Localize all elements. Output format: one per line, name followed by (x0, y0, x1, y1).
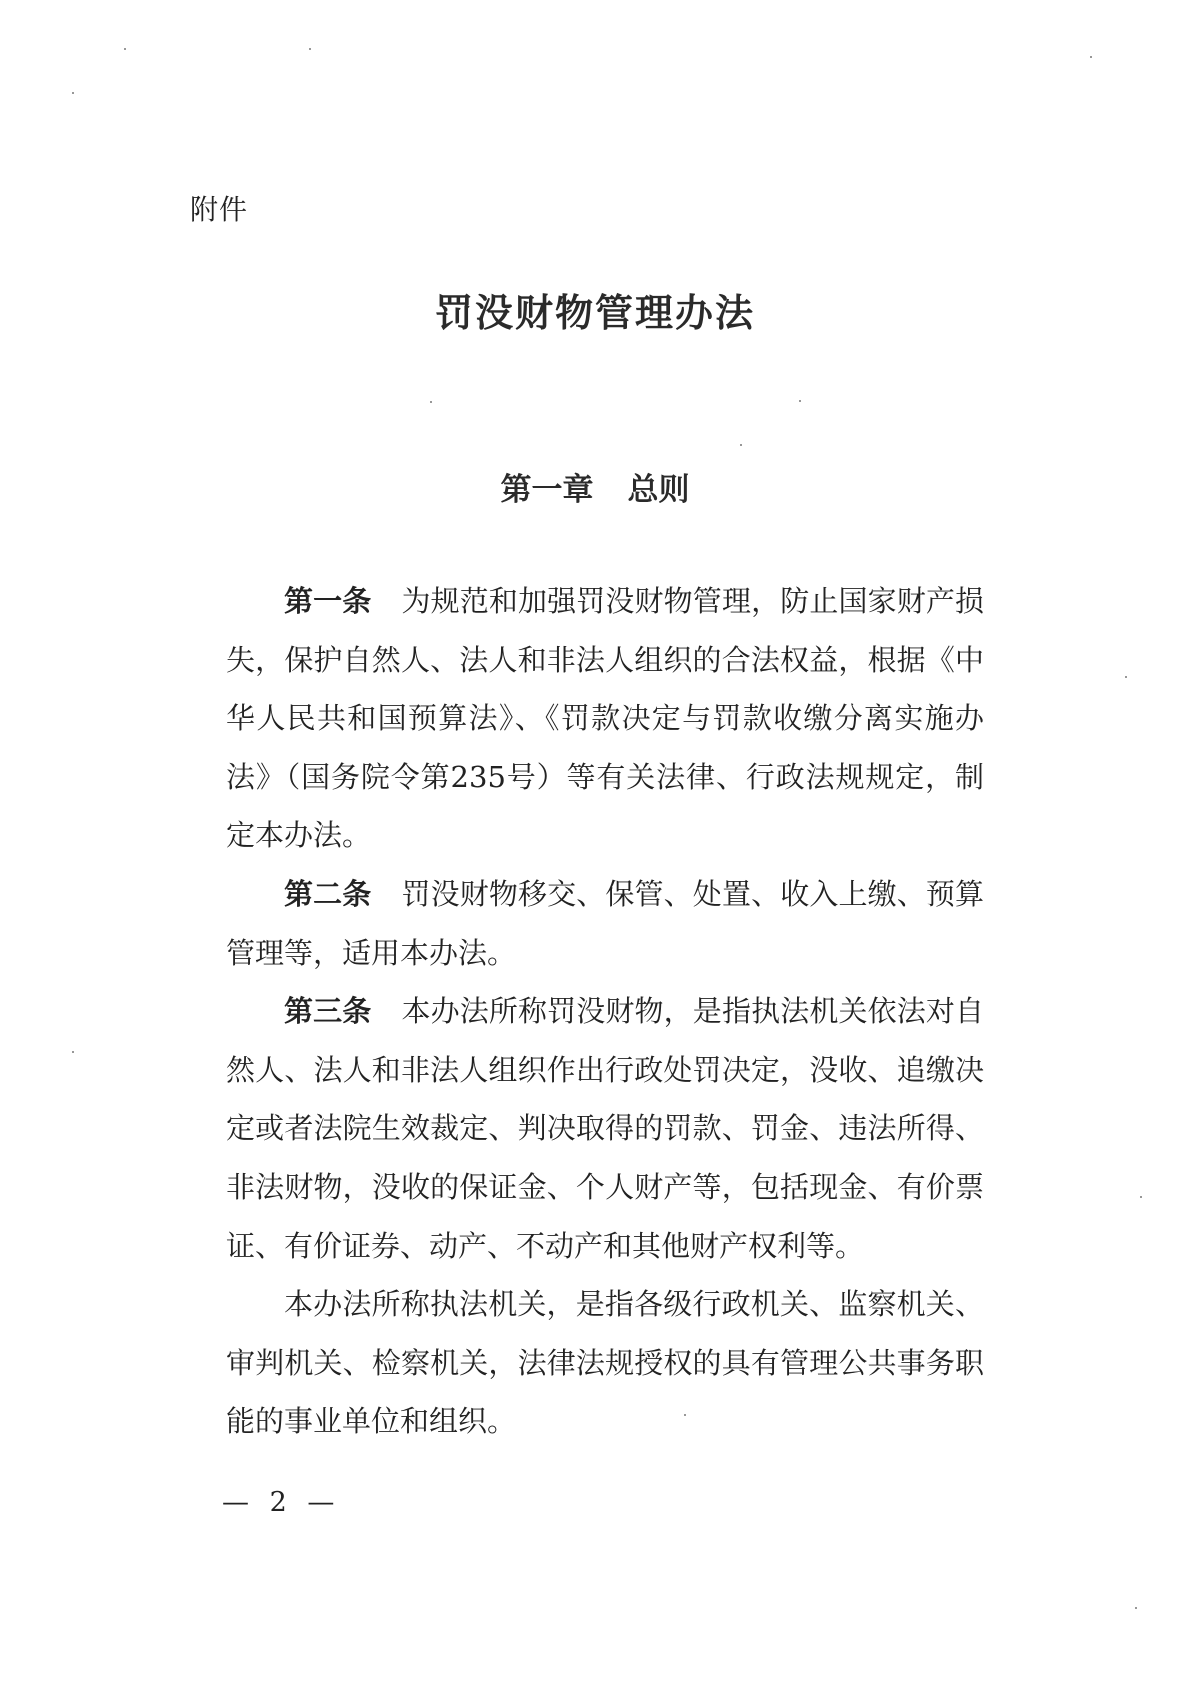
document-body (226, 572, 984, 1451)
chapter-name: 总则 (627, 472, 690, 508)
scan-speck (309, 48, 311, 50)
chapter-heading (0, 464, 1190, 509)
article-label: 第三条 (284, 994, 372, 1029)
scan-speck (1090, 56, 1092, 58)
attachment-label: 附件 (190, 193, 249, 226)
article-text: 为规范和加强罚没财物管理，防止国家财产损失，保护自然人、法人和非法人组织的合法权益，根据《中华人民共和国预算法》、《罚款决定与罚款收缴分离实施办法》（国务院令第235号）等有关法律、行政法规规定，制定本办法。 (226, 584, 984, 853)
article-label: 第二条 (284, 876, 372, 911)
article-1 (226, 572, 984, 865)
article-text: 本办法所称罚没财物，是指执法机关依法对自然人、法人和非法人组织作出行政处罚决定，没收、追缴决定或者法院生效裁定、判决取得的罚款、罚金、违法所得、非法财物，没收的保证金、个人财产等，包括现金、有价票证、有价证券、动产、不动产和其他财产权利等。 (226, 994, 984, 1263)
document-title: 罚没财物管理办法 (434, 290, 755, 335)
scan-speck (684, 1414, 686, 1416)
article-label: 第一条 (284, 584, 372, 618)
chapter-number: 第一章 (500, 472, 594, 508)
scan-speck (799, 400, 801, 402)
scan-speck (124, 48, 126, 50)
scan-speck (72, 92, 74, 94)
article-text: 罚没财物移交、保管、处置、收入上缴、预算管理等，适用本办法。 (226, 876, 984, 970)
article-3-continuation: 本办法所称执法机关，是指各级行政机关、监察机关、审判机关、检察机关，法律法规授权的具有管理公共事务职能的事业单位和组织。 (226, 1287, 984, 1439)
scan-speck (72, 1051, 74, 1053)
article-2 (226, 865, 984, 982)
article-3 (226, 982, 984, 1275)
scan-speck (1140, 1196, 1142, 1198)
scan-speck (1125, 676, 1127, 678)
page-number: — 2 — (222, 1487, 341, 1518)
scan-speck (1135, 1607, 1137, 1609)
scan-speck (740, 444, 742, 446)
scan-speck (430, 401, 432, 403)
